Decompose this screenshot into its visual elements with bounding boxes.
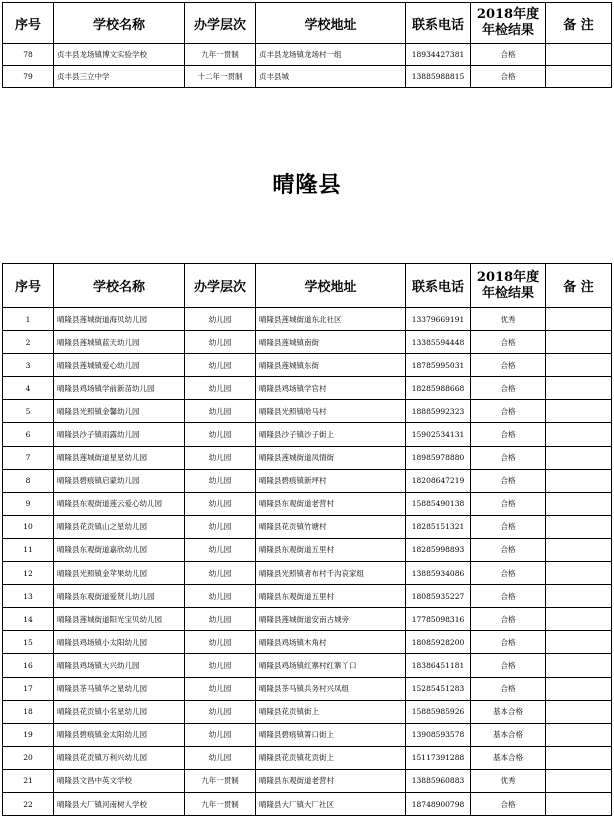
main-table [2, 263, 612, 816]
cell-seq: 17 [3, 677, 54, 700]
cell-result: 合格 [471, 677, 546, 700]
cell-level: 幼儿园 [185, 308, 256, 331]
cell-name: 晴隆县大厂镇河南树人学校 [54, 792, 185, 815]
cell-level: 幼儿园 [185, 469, 256, 492]
cell-note [546, 331, 612, 354]
cell-name: 晴隆县莲城镇蓝天幼儿园 [54, 331, 185, 354]
cell-phone: 13385594448 [406, 331, 471, 354]
table-row [3, 792, 612, 815]
cell-phone: 18748900798 [406, 792, 471, 815]
cell-seq: 2 [3, 331, 54, 354]
table-row [3, 608, 612, 631]
cell-level: 幼儿园 [185, 677, 256, 700]
cell-phone: 15902534131 [406, 423, 471, 446]
cell-level: 幼儿园 [185, 377, 256, 400]
cell-address: 晴隆县东观街道老营村 [256, 769, 406, 792]
cell-result: 合格 [471, 515, 546, 538]
cell-seq: 1 [3, 308, 54, 331]
header-result-line1: 2018年度 [476, 269, 540, 285]
cell-result: 合格 [471, 469, 546, 492]
cell-address: 晴隆县光照镇哈马村 [256, 400, 406, 423]
cell-seq: 21 [3, 769, 54, 792]
header-result-line2: 年检结果 [481, 23, 534, 38]
cell-result: 合格 [471, 44, 546, 66]
table-row [3, 723, 612, 746]
cell-name: 晴隆县花贡镇山之星幼儿园 [54, 515, 185, 538]
cell-address: 贞丰县城 [256, 66, 406, 88]
cell-seq: 9 [3, 492, 54, 515]
cell-name: 晴隆县花贡镇万利兴幼儿园 [54, 746, 185, 769]
cell-address: 晴隆县沙子镇沙子街上 [256, 423, 406, 446]
cell-level: 幼儿园 [185, 515, 256, 538]
table-row [3, 769, 612, 792]
header-row [3, 264, 612, 308]
cell-seq: 18 [3, 700, 54, 723]
cell-level: 幼儿园 [185, 354, 256, 377]
cell-seq: 10 [3, 515, 54, 538]
cell-note [546, 792, 612, 815]
cell-seq: 6 [3, 423, 54, 446]
cell-name: 晴隆县花贡镇小名星幼儿园 [54, 700, 185, 723]
cell-address: 晴隆县花贡镇街上 [256, 700, 406, 723]
header-name: 学校名称 [54, 3, 185, 44]
header-address: 学校地址 [256, 3, 406, 44]
cell-seq: 13 [3, 585, 54, 608]
cell-note [546, 400, 612, 423]
cell-result: 合格 [471, 354, 546, 377]
cell-result: 基本合格 [471, 700, 546, 723]
table-row [3, 538, 612, 561]
cell-level: 十二年一贯制 [185, 66, 256, 88]
cell-name: 晴隆县鸡场镇学前新苗幼儿园 [54, 377, 185, 400]
cell-address: 晴隆县花贡镇花贡街上 [256, 746, 406, 769]
cell-result: 合格 [471, 66, 546, 88]
table-row [3, 469, 612, 492]
cell-phone: 18885992323 [406, 400, 471, 423]
cell-address: 晴隆县花贡镇竹塘村 [256, 515, 406, 538]
cell-result: 基本合格 [471, 746, 546, 769]
table-row [3, 44, 612, 66]
table-row [3, 515, 612, 538]
cell-result: 合格 [471, 423, 546, 446]
table-row [3, 700, 612, 723]
cell-note [546, 723, 612, 746]
cell-name: 晴隆县光照镇金馨幼儿园 [54, 400, 185, 423]
cell-address: 晴隆县莲城街道东北社区 [256, 308, 406, 331]
cell-seq: 4 [3, 377, 54, 400]
cell-phone: 15885490138 [406, 492, 471, 515]
table-row [3, 66, 612, 88]
cell-phone: 13885960883 [406, 769, 471, 792]
cell-result: 合格 [471, 446, 546, 469]
cell-note [546, 608, 612, 631]
cell-note [546, 423, 612, 446]
cell-note [546, 354, 612, 377]
cell-address: 晴隆县鸡场镇红寨村红寨丫口 [256, 654, 406, 677]
header-seq: 序号 [3, 264, 54, 308]
cell-phone: 18985978880 [406, 446, 471, 469]
cell-seq: 3 [3, 354, 54, 377]
cell-note [546, 492, 612, 515]
cell-phone: 18208647219 [406, 469, 471, 492]
cell-address: 晴隆县东观街道五里村 [256, 538, 406, 561]
header-phone: 联系电话 [406, 3, 471, 44]
cell-seq: 19 [3, 723, 54, 746]
cell-level: 九年一贯制 [185, 44, 256, 66]
cell-phone: 18285998893 [406, 538, 471, 561]
cell-name: 晴隆县东观街道莲云爱心幼儿园 [54, 492, 185, 515]
cell-result: 合格 [471, 792, 546, 815]
cell-seq: 7 [3, 446, 54, 469]
cell-result: 合格 [471, 492, 546, 515]
cell-name: 晴隆县东观街道爱贤儿幼儿园 [54, 585, 185, 608]
cell-note [546, 585, 612, 608]
cell-name: 晴隆县东观街道嘉欣幼儿园 [54, 538, 185, 561]
cell-seq: 15 [3, 631, 54, 654]
cell-level: 幼儿园 [185, 562, 256, 585]
header-level: 办学层次 [185, 264, 256, 308]
cell-phone: 18085928200 [406, 631, 471, 654]
table-row [3, 377, 612, 400]
cell-result: 合格 [471, 538, 546, 561]
header-note: 备 注 [546, 264, 612, 308]
top-table [2, 2, 612, 88]
header-row [3, 3, 612, 44]
cell-name: 晴隆县沙子镇雨露幼儿园 [54, 423, 185, 446]
cell-name: 晴隆县鸡场镇小太阳幼儿园 [54, 631, 185, 654]
cell-address: 晴隆县碧痕镇箐口街上 [256, 723, 406, 746]
cell-level: 幼儿园 [185, 446, 256, 469]
cell-address: 晴隆县东观街道五里村 [256, 585, 406, 608]
cell-phone: 18785995031 [406, 354, 471, 377]
cell-level: 幼儿园 [185, 608, 256, 631]
table-row [3, 654, 612, 677]
cell-name: 晴隆县碧痕镇启蒙幼儿园 [54, 469, 185, 492]
table-row [3, 631, 612, 654]
cell-name: 晴隆县莲城街道海贝幼儿园 [54, 308, 185, 331]
cell-address: 晴隆县莲城镇南街 [256, 331, 406, 354]
cell-level: 幼儿园 [185, 423, 256, 446]
table-row [3, 331, 612, 354]
cell-result: 合格 [471, 400, 546, 423]
cell-phone: 13379669191 [406, 308, 471, 331]
cell-phone: 15285451283 [406, 677, 471, 700]
cell-note [546, 44, 612, 66]
header-phone: 联系电话 [406, 264, 471, 308]
cell-note [546, 308, 612, 331]
cell-result: 合格 [471, 585, 546, 608]
cell-seq: 8 [3, 469, 54, 492]
cell-address: 晴隆县茶马镇兵务村兴凤组 [256, 677, 406, 700]
cell-note [546, 746, 612, 769]
cell-result: 合格 [471, 331, 546, 354]
cell-address: 晴隆县东观街道老营村 [256, 492, 406, 515]
cell-level: 幼儿园 [185, 654, 256, 677]
cell-seq: 22 [3, 792, 54, 815]
cell-level: 幼儿园 [185, 700, 256, 723]
table-row [3, 354, 612, 377]
cell-phone: 18934427381 [406, 44, 471, 66]
cell-phone: 13908593578 [406, 723, 471, 746]
cell-seq: 20 [3, 746, 54, 769]
cell-note [546, 631, 612, 654]
table-row [3, 746, 612, 769]
cell-note [546, 446, 612, 469]
cell-note [546, 377, 612, 400]
header-note: 备 注 [546, 3, 612, 44]
cell-name: 晴隆县莲城街道星星幼儿园 [54, 446, 185, 469]
cell-phone: 18085935227 [406, 585, 471, 608]
cell-level: 幼儿园 [185, 585, 256, 608]
cell-address: 晴隆县莲城镇东街 [256, 354, 406, 377]
cell-result: 合格 [471, 608, 546, 631]
cell-address: 贞丰县龙场镇龙场村一组 [256, 44, 406, 66]
header-result-line2: 年检结果 [481, 285, 534, 301]
cell-phone: 18386451181 [406, 654, 471, 677]
cell-phone: 17785098316 [406, 608, 471, 631]
cell-name: 晴隆县鸡场镇大兴幼儿园 [54, 654, 185, 677]
cell-seq: 14 [3, 608, 54, 631]
cell-note [546, 66, 612, 88]
cell-address: 晴隆县莲城街道凤情街 [256, 446, 406, 469]
table-row [3, 423, 612, 446]
cell-result: 合格 [471, 377, 546, 400]
cell-phone: 18285151321 [406, 515, 471, 538]
cell-address: 晴隆县鸡场镇学官村 [256, 377, 406, 400]
header-level: 办学层次 [185, 3, 256, 44]
cell-name: 晴隆县莲城镇爱心幼儿园 [54, 354, 185, 377]
cell-phone: 18285988668 [406, 377, 471, 400]
cell-result: 基本合格 [471, 723, 546, 746]
header-result [471, 264, 546, 308]
cell-phone: 13885934086 [406, 562, 471, 585]
cell-phone: 15885985926 [406, 700, 471, 723]
cell-phone: 15117391288 [406, 746, 471, 769]
cell-note [546, 562, 612, 585]
cell-phone: 13885988815 [406, 66, 471, 88]
cell-seq: 79 [3, 66, 54, 88]
header-result-line1: 2018年度 [476, 7, 540, 22]
cell-result: 合格 [471, 562, 546, 585]
table-row [3, 562, 612, 585]
cell-level: 幼儿园 [185, 331, 256, 354]
cell-name: 贞丰县龙场镇博文实验学校 [54, 44, 185, 66]
cell-seq: 12 [3, 562, 54, 585]
cell-name: 晴隆县莲城街道阳光宝贝幼儿园 [54, 608, 185, 631]
header-seq: 序号 [3, 3, 54, 44]
cell-level: 幼儿园 [185, 400, 256, 423]
header-address: 学校地址 [256, 264, 406, 308]
header-name: 学校名称 [54, 264, 185, 308]
cell-level: 幼儿园 [185, 538, 256, 561]
cell-result: 合格 [471, 631, 546, 654]
table-row [3, 308, 612, 331]
cell-address: 晴隆县大厂镇大厂社区 [256, 792, 406, 815]
cell-name: 晴隆县光照镇金苹果幼儿园 [54, 562, 185, 585]
cell-note [546, 700, 612, 723]
cell-note [546, 538, 612, 561]
cell-name: 晴隆县碧痕镇金太阳幼儿园 [54, 723, 185, 746]
table-row [3, 677, 612, 700]
table-row [3, 492, 612, 515]
cell-result: 优秀 [471, 769, 546, 792]
cell-level: 幼儿园 [185, 723, 256, 746]
cell-address: 晴隆县鸡场镇木角村 [256, 631, 406, 654]
cell-result: 合格 [471, 654, 546, 677]
cell-seq: 11 [3, 538, 54, 561]
cell-seq: 78 [3, 44, 54, 66]
cell-level: 幼儿园 [185, 631, 256, 654]
cell-note [546, 769, 612, 792]
cell-name: 贞丰县三立中学 [54, 66, 185, 88]
cell-level: 幼儿园 [185, 492, 256, 515]
table-row [3, 400, 612, 423]
cell-seq: 5 [3, 400, 54, 423]
cell-level: 幼儿园 [185, 746, 256, 769]
cell-level: 九年一贯制 [185, 792, 256, 815]
county-title: 晴隆县 [272, 172, 342, 198]
cell-name: 晴隆县茶马镇华之星幼儿园 [54, 677, 185, 700]
cell-note [546, 515, 612, 538]
cell-address: 晴隆县碧痕镇新坪村 [256, 469, 406, 492]
cell-name: 晴隆县文昌中英文学校 [54, 769, 185, 792]
table-row [3, 446, 612, 469]
cell-address: 晴隆县光照镇者布村千沟哀家组 [256, 562, 406, 585]
cell-seq: 16 [3, 654, 54, 677]
cell-note [546, 469, 612, 492]
cell-note [546, 677, 612, 700]
cell-note [546, 654, 612, 677]
cell-level: 九年一贯制 [185, 769, 256, 792]
cell-result: 优秀 [471, 308, 546, 331]
table-row [3, 585, 612, 608]
cell-address: 晴隆县莲城街道安南古城旁 [256, 608, 406, 631]
header-result [471, 3, 546, 44]
